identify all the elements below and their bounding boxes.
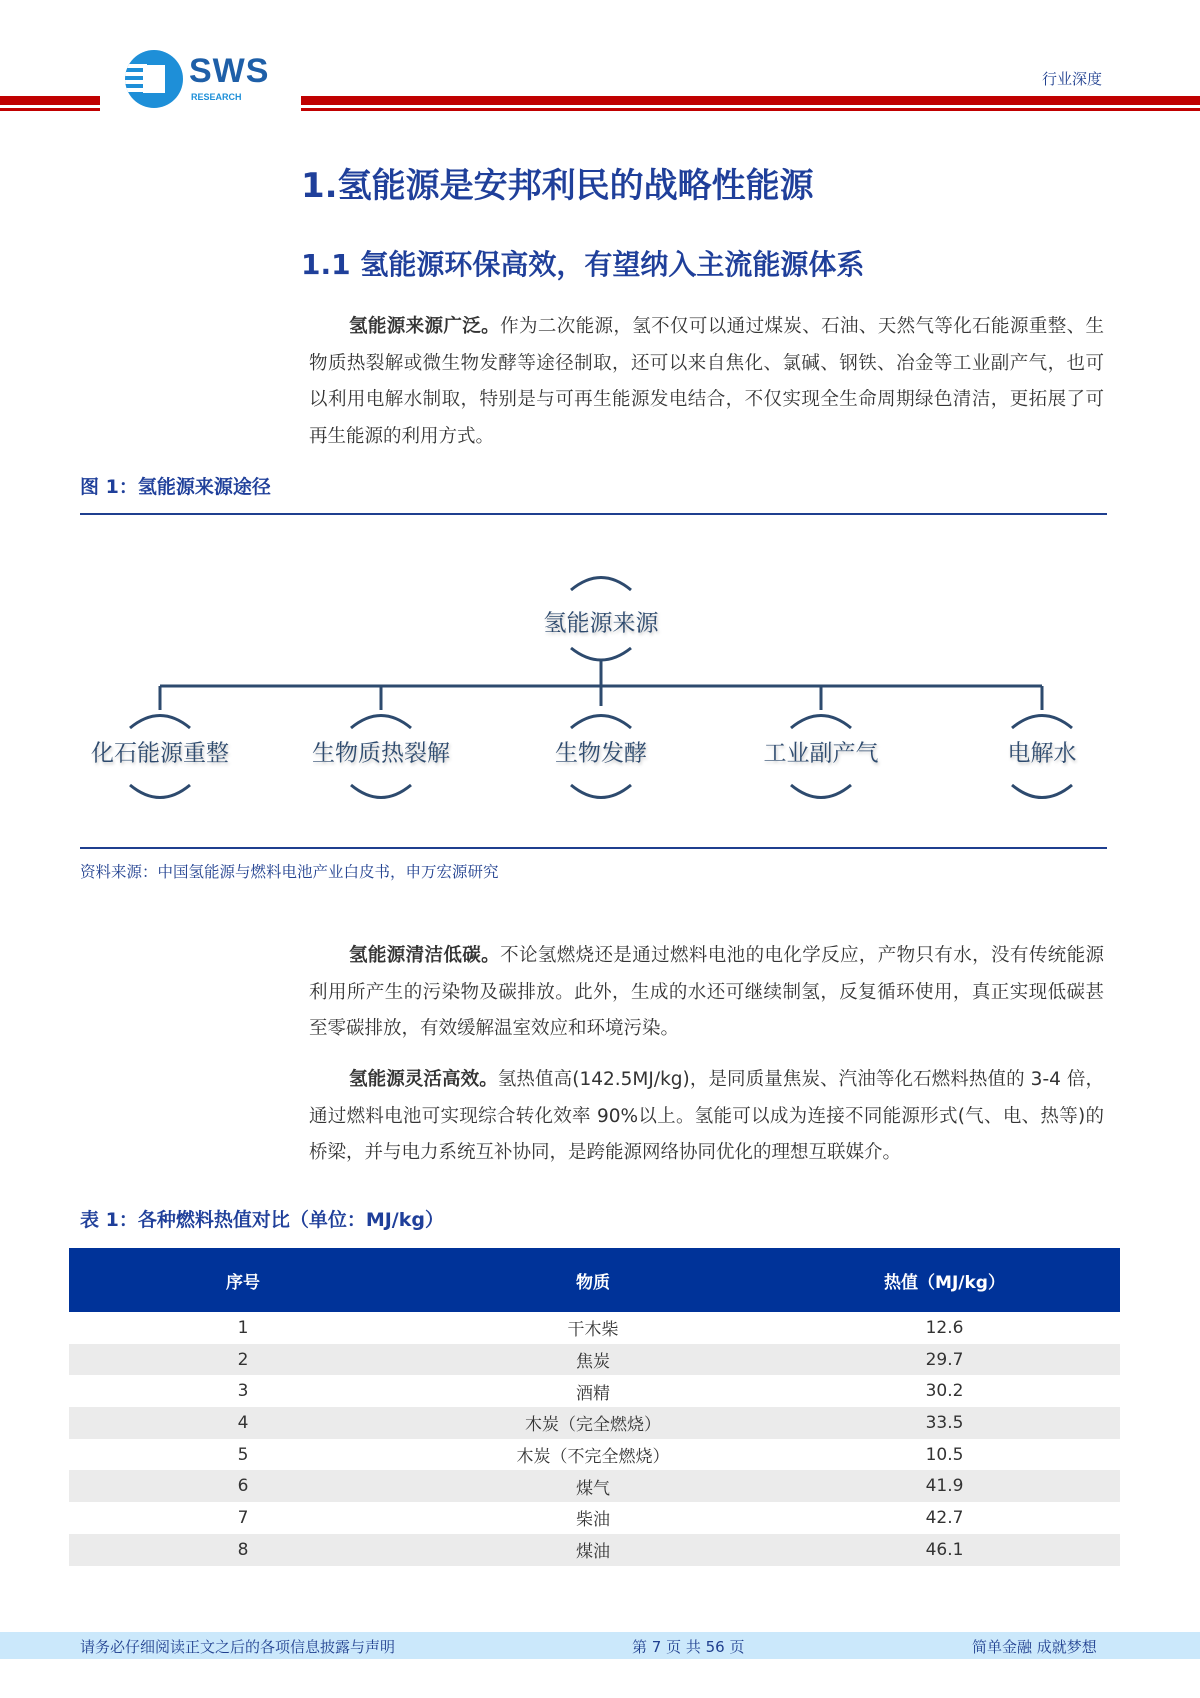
header-rule-left <box>0 96 100 105</box>
cell-index: 8 <box>237 1539 249 1560</box>
cell-substance: 干木柴 <box>567 1320 619 1341</box>
table-row <box>69 1375 1120 1407</box>
child-arc-bottom <box>571 785 631 798</box>
diagram-child: 生物发酵 <box>555 740 647 767</box>
header-rule-right-thin <box>301 108 1200 111</box>
cell-index: 4 <box>237 1412 249 1433</box>
paragraph-efficient <box>309 1062 1104 1172</box>
fuel-heat-table <box>69 1248 1120 1566</box>
report-type: 行业深度 <box>1042 70 1103 88</box>
hydrogen-sources-diagram <box>0 520 1200 840</box>
cell-index: 3 <box>237 1381 249 1402</box>
table-row <box>69 1407 1120 1439</box>
paragraph-lead: 氢能源灵活高效。 <box>349 1069 498 1090</box>
diagram-child: 化石能源重整 <box>91 740 229 767</box>
cell-heat-value: 30.2 <box>925 1381 964 1402</box>
section-title: 1.氢能源是安邦利民的战略性能源 <box>301 166 814 206</box>
table-row <box>69 1534 1120 1566</box>
figure-caption: 图 1：氢能源来源途径 <box>80 476 271 498</box>
cell-index: 2 <box>237 1349 249 1370</box>
paragraph-text: 氢热值高(142.5MJ/kg)，是同质量焦炭、汽油等化石燃料热值的 3-4 倍，通过燃料电池可实现综合转化效率 90%以上。氢能可以成为连接不同能源形式(气、电、热等)的桥梁，并与电力系统互补协同，是跨能源网络协同优化的理想互联媒介。 <box>309 1069 1104 1164</box>
cell-heat-value: 42.7 <box>925 1507 964 1528</box>
cell-heat-value: 12.6 <box>925 1317 964 1338</box>
table-header <box>69 1248 1120 1312</box>
header-heat-value: 热值（MJ/kg） <box>884 1272 1005 1293</box>
header-rule-right <box>301 96 1200 105</box>
header-rule-left-thin <box>0 108 100 111</box>
footer-disclaimer: 请务必仔细阅读正文之后的各项信息披露与声明 <box>80 1638 396 1656</box>
cell-heat-value: 29.7 <box>925 1349 964 1370</box>
paragraph-clean <box>309 938 1104 1048</box>
logo-text: SWS <box>189 52 270 90</box>
figure-bottom-rule <box>80 847 1107 849</box>
child-arc-top <box>571 716 631 729</box>
subsection-title: 1.1 氢能源环保高效，有望纳入主流能源体系 <box>301 248 865 281</box>
child-arc-bottom <box>791 785 851 798</box>
paragraph-text: 不论氢燃烧还是通过燃料电池的电化学反应，产物只有水，没有传统能源利用所产生的污染物及碳排放。此外，生成的水还可继续制氢，反复循环使用，真正实现低碳甚至零碳排放，有效缓解温室效应和环境污染。 <box>309 945 1104 1040</box>
root-arc-bottom <box>571 648 631 660</box>
cell-index: 5 <box>237 1444 249 1465</box>
diagram-child: 生物质热裂解 <box>312 740 450 767</box>
cell-index: 7 <box>237 1507 249 1528</box>
child-arc-top <box>1012 716 1072 729</box>
table-caption: 表 1：各种燃料热值对比（单位：MJ/kg） <box>80 1209 444 1231</box>
cell-substance: 木炭（完全燃烧） <box>525 1415 661 1436</box>
cell-substance: 煤气 <box>576 1478 610 1499</box>
cell-substance: 柴油 <box>576 1510 610 1531</box>
figure-top-rule <box>80 513 1107 515</box>
cell-heat-value: 41.9 <box>925 1476 964 1497</box>
cell-heat-value: 46.1 <box>925 1539 964 1560</box>
diagram-child: 电解水 <box>1007 740 1077 767</box>
paragraph-text: 作为二次能源，氢不仅可以通过煤炭、石油、天然气等化石能源重整、生物质热裂解或微生物发酵等途径制取，还可以来自焦化、氯碱、钢铁、冶金等工业副产气，也可以利用电解水制取，特别是与可再生能源发电结合，不仅实现全生命周期绿色清洁，更拓展了可再生能源的利用方式。 <box>309 316 1104 447</box>
diagram-root: 氢能源来源 <box>543 610 659 637</box>
table-row <box>69 1470 1120 1502</box>
cell-heat-value: 10.5 <box>925 1444 964 1465</box>
child-arc-top <box>351 716 411 729</box>
logo-subtext: RESEARCH <box>191 92 242 102</box>
header-substance: 物质 <box>576 1272 610 1293</box>
child-arc-top <box>791 716 851 729</box>
footer-slogan: 简单金融 成就梦想 <box>972 1638 1097 1656</box>
header-index: 序号 <box>226 1272 260 1293</box>
cell-substance: 酒精 <box>576 1383 610 1404</box>
table-row <box>69 1344 1120 1376</box>
table-row <box>69 1502 1120 1534</box>
child-arc-bottom <box>130 785 190 798</box>
paragraph-lead: 氢能源清洁低碳。 <box>349 945 501 966</box>
cell-substance: 木炭（不完全燃烧） <box>516 1447 670 1468</box>
logo-icon <box>125 50 183 108</box>
child-arc-bottom <box>1012 785 1072 798</box>
child-arc-top <box>130 716 190 729</box>
sws-logo <box>125 50 285 110</box>
cell-index: 6 <box>237 1476 249 1497</box>
table-row <box>69 1439 1120 1471</box>
diagram-child: 工业副产气 <box>763 740 879 767</box>
root-arc-top <box>571 578 631 591</box>
page-number: 第 7 页 共 56 页 <box>632 1638 745 1656</box>
child-arc-bottom <box>351 785 411 798</box>
cell-heat-value: 33.5 <box>925 1412 964 1433</box>
footer <box>0 1632 1200 1659</box>
paragraph-lead: 氢能源来源广泛。 <box>349 316 501 337</box>
table-row <box>69 1312 1120 1344</box>
cell-substance: 焦炭 <box>576 1352 610 1373</box>
cell-index: 1 <box>237 1317 249 1338</box>
paragraph-sources <box>309 309 1104 455</box>
figure-source: 资料来源：中国氢能源与燃料电池产业白皮书，申万宏源研究 <box>80 863 499 881</box>
cell-substance: 煤油 <box>576 1542 610 1563</box>
